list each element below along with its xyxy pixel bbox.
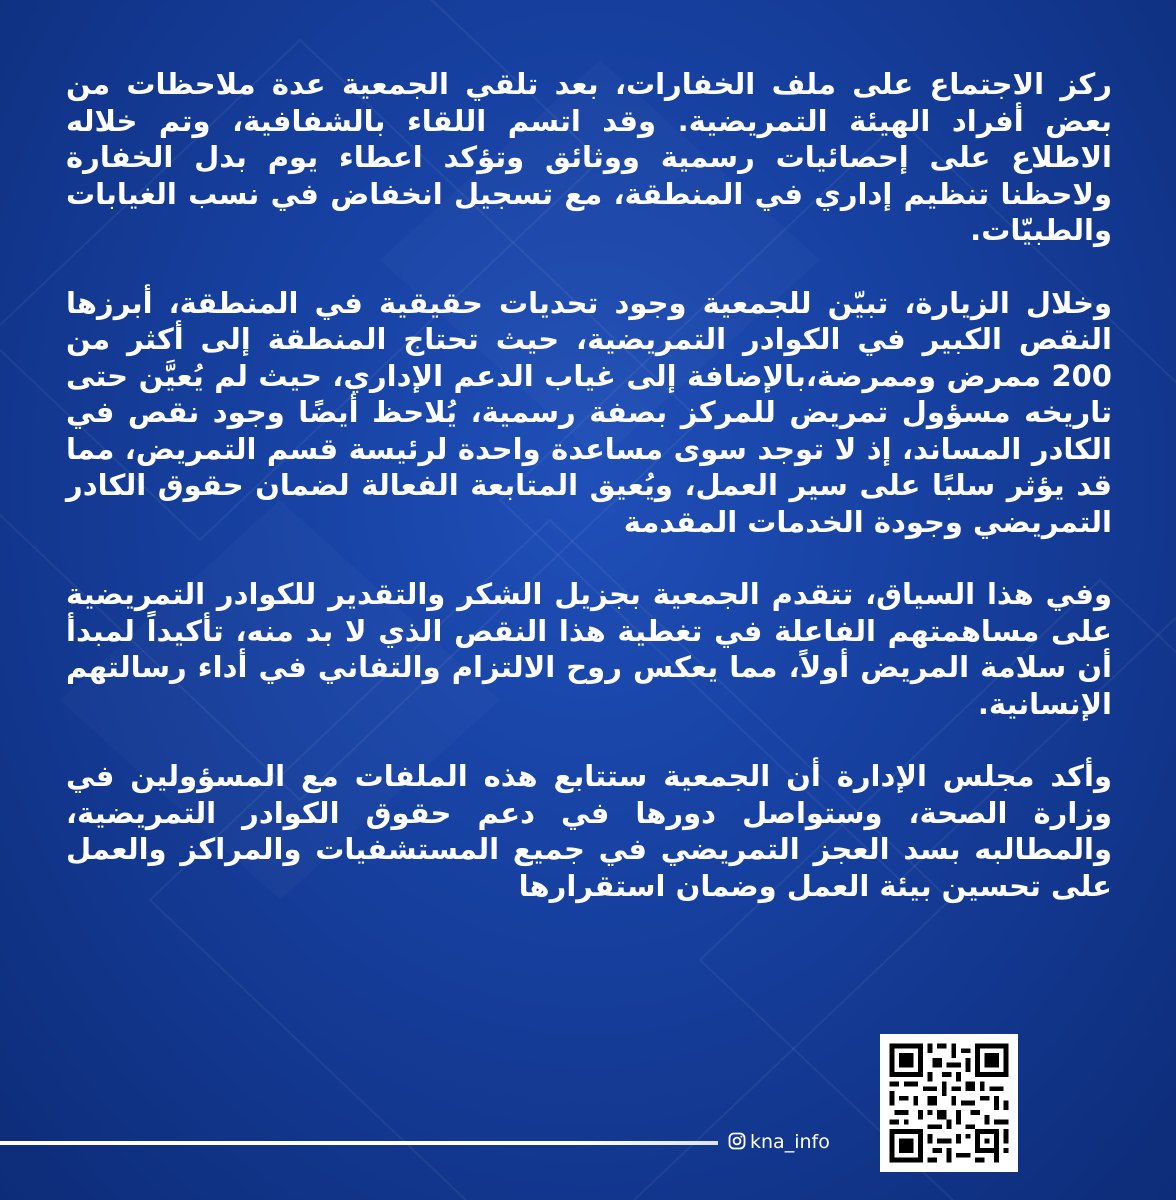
paragraph-visit-challenges: وخلال الزيارة، تبيّن للجمعية وجود تحديات حقيقية في المنطقة، أبرزها النقص الكبير في الكوادر التمريضية، حيث تحتاج المنطقة إلى أكثر من 200 ممرض وممرضة،بالإضافة إلى غياب الدعم الإداري، حيث لم يُعيَّن حتى تاريخه مسؤول تمريض للمركز بصفة رسمية، يُلاحظ أيضًا وجود نقص في الكادر المساند، إذ لا توجد سوى مساعدة واحدة لرئيسة قسم التمريض، مما قد يؤثر سلبًا على سير العمل، ويُعيق المتابعة الفعالة لضمان حقوق الكادر التمريضي وجودة الخدمات المقدمة <box>66 285 1112 539</box>
post-body <box>66 66 1112 904</box>
footer-handle-row <box>0 1130 860 1154</box>
qr-code-icon[interactable] <box>880 1034 1018 1172</box>
paragraph-shifts: ركز الاجتماع على ملف الخفارات، بعد تلقي الجمعية عدة ملاحظات من بعض أفراد الهيئة التمريضية. وقد اتسم اللقاء بالشفافية، وتم خلاله الاطلاع على إحصائيات رسمية ووثائق وتؤكد اعطاء يوم بدل الخفارة ولاحظنا تنظيم إداري في المنطقة، مع تسجيل انخفاض في نسب الغيابات والطبيّات. <box>66 67 1112 247</box>
paragraph-thanks: وفي هذا السياق، تتقدم الجمعية بجزيل الشكر والتقدير للكوادر التمريضية على مساهمتهم الفاعلة في تغطية هذا النقص الذي لا بد منه، تأكيداً لمبدأ أن سلامة المريض أولاً، مما يعكس روح الالتزام والتفاني في أداء رسالتهم الإنسانية. <box>66 577 1112 721</box>
footer-divider <box>0 1141 718 1145</box>
paragraph-board-followup: وأكد مجلس الإدارة أن الجمعية ستتابع هذه الملفات مع المسؤولين في وزارة الصحة، وستواصل دورها في دعم حقوق الكوادر التمريضية، والمطالبه بسد العجز التمريضي في جميع المستشفيات والمراكز والعمل على تحسين بيئة العمل وضمان استقرارها <box>66 759 1112 903</box>
instagram-icon <box>728 1132 746 1150</box>
social-handle[interactable]: kna_info <box>750 1131 830 1153</box>
